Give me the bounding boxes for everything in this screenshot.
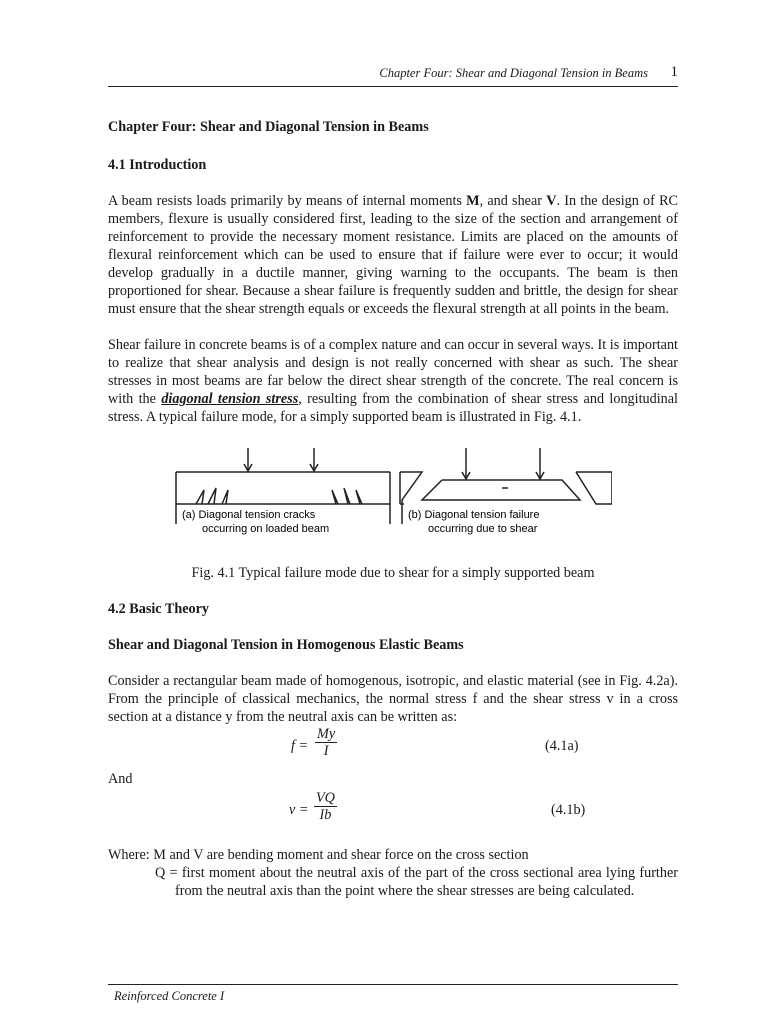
eq-1-number: (4.1a) <box>545 738 579 754</box>
page-body <box>108 118 678 900</box>
intro-paragraph-2: Shear failure in concrete beams is of a complex nature and can occur in several ways. It is important to realize that shear analysis and design is not really concerned with shear as such. The shear stresses in most beams are far below the direct shear strength of the concrete. The real concern is with the diagonal tension stress, resulting from the combination of shear stress and longitudinal stress. A typical failure mode, for a simply supported beam is illustrated in Fig. 4.1. <box>108 337 678 425</box>
figure-caption: Fig. 4.1 Typical failure mode due to shear for a simply supported beam <box>191 565 595 581</box>
eq-1-numerator: My <box>317 726 336 742</box>
footer-rule <box>108 984 678 985</box>
figure-4-1 <box>172 444 678 552</box>
section-heading-introduction: 4.1 Introduction <box>108 157 207 173</box>
eq-2-numerator: VQ <box>316 790 335 806</box>
page-number: 1 <box>670 64 678 80</box>
eq-1-fraction <box>315 726 337 759</box>
diagonal-tension-emphasis: diagonal tension stress <box>161 391 299 407</box>
eq-2-lhs: v = <box>289 802 309 818</box>
panel-a-label-line-1: (a) Diagonal tension cracks <box>182 509 316 521</box>
eq-2-denominator: Ib <box>319 807 332 823</box>
q-definition: Q = first moment about the neutral axis of the part of the cross sectional area lying further from the neutral axis than the point where the shear stresses are being calculated. <box>155 865 678 899</box>
subsection-heading: Shear and Diagonal Tension in Homogenous Elastic Beams <box>108 637 464 653</box>
figure-4-1-diagram <box>172 444 612 552</box>
panel-b-label-line-1: (b) Diagonal tension failure <box>408 509 540 521</box>
basic-theory-paragraph: Consider a rectangular beam made of homogenous, isotropic, and elastic material (see in Fig. 4.2a). From the principle of classical mechanics, the normal stress f and the shear stress v in a cross section at a distance y from the neutral axis can be written as: <box>108 673 678 725</box>
header-rule <box>108 86 678 87</box>
section-heading-basic-theory: 4.2 Basic Theory <box>108 601 210 617</box>
page-footer <box>108 984 678 1004</box>
eq-2-fraction <box>314 790 337 823</box>
footer-text: Reinforced Concrete I <box>114 989 225 1003</box>
equation-4-1b <box>108 790 678 830</box>
header-title: Chapter Four: Shear and Diagonal Tension in Beams <box>379 66 648 80</box>
intro-paragraph-1: A beam resists loads primarily by means of internal moments M, and shear V. In the design of RC members, flexure is usually considered first, leading to the size of the section and arrangement of reinforcement to provide the necessary moment resistance. Limits are placed on the amounts of flexural reinforcement which can be used to ensure that if failure were ever to occur; it would develop gradually in a ductile manner, giving warning to the occupants. The beam is then proportioned for shear. Because a shear failure is frequently sudden and brittle, the design for shear must ensure that the shear strength equals or exceeds the flexural strength at all points in the beam. <box>108 193 679 317</box>
shear-symbol: V <box>546 193 557 209</box>
moment-symbol: M <box>466 193 480 209</box>
chapter-title: Chapter Four: Shear and Diagonal Tension in Beams <box>108 119 429 135</box>
panel-b-label-line-2: occurring due to shear <box>428 523 538 535</box>
eq-2-number: (4.1b) <box>551 802 586 818</box>
eq-1-lhs: f = <box>291 738 309 754</box>
eq-1-denominator: I <box>323 743 329 759</box>
where-line: Where: M and V are bending moment and shear force on the cross section <box>108 847 529 863</box>
and-text: And <box>108 771 133 787</box>
equation-4-1a <box>108 726 678 766</box>
panel-a-label-line-2: occurring on loaded beam <box>202 523 330 535</box>
